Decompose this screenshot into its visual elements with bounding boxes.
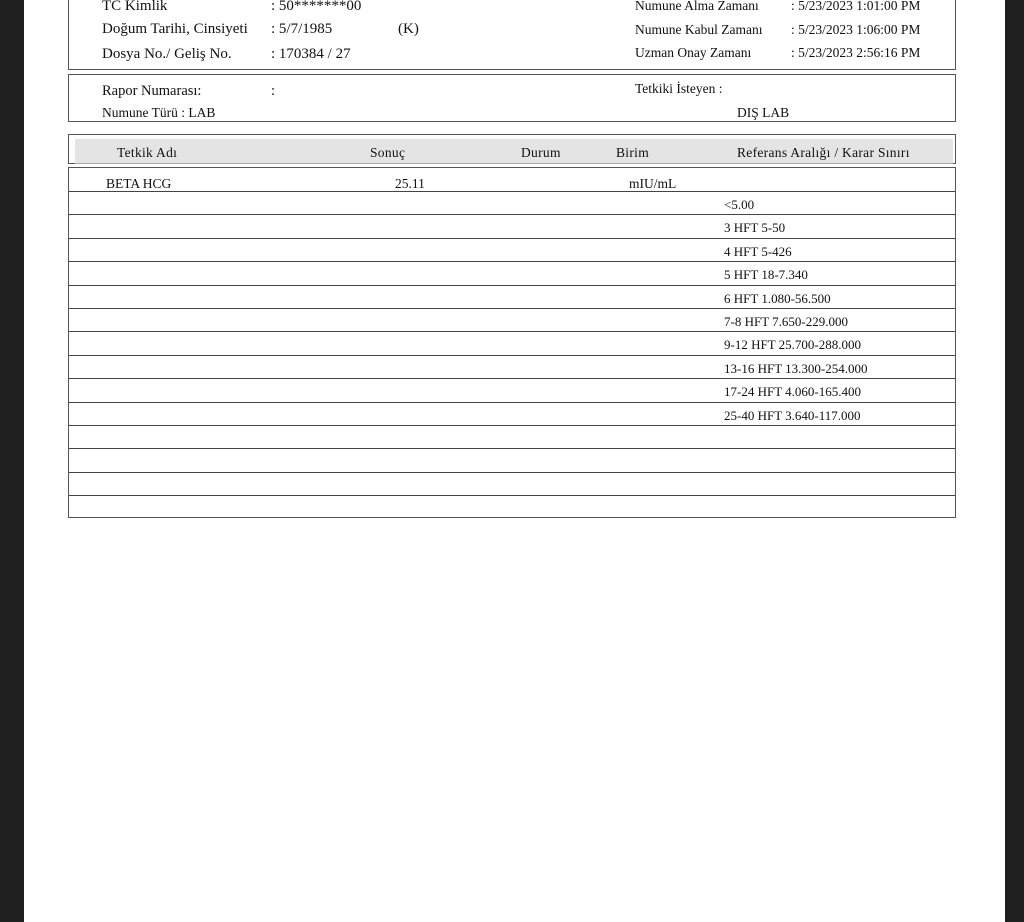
table-row [69, 238, 955, 261]
reference-range: 9-12 HFT 25.700-288.000 [724, 337, 861, 353]
table-row [69, 308, 955, 331]
reference-range: 5 HFT 18-7.340 [724, 267, 808, 283]
reference-range: 25-40 HFT 3.640-117.000 [724, 407, 861, 423]
header-reference: Referans Aralığı / Karar Sınırı [737, 145, 910, 160]
report-number-sep: : [271, 83, 276, 99]
file-label: Dosya No./ Geliş No. [102, 46, 232, 62]
table-row [69, 261, 955, 284]
requester-label: Tetkiki İsteyen : [635, 81, 723, 96]
table-row [69, 214, 955, 237]
gender-value: (K) [398, 21, 419, 37]
header-unit: Birim [616, 145, 650, 160]
sample-accept-label: Numune Kabul Zamanı [635, 22, 763, 37]
table-row [69, 425, 955, 448]
reference-range: 7-8 HFT 7.650-229.000 [724, 314, 848, 329]
tc-label: TC Kimlik [102, 0, 168, 14]
header-result: Sonuç [370, 145, 406, 160]
test-name: BETA HCG [106, 176, 172, 191]
table-row [69, 495, 955, 518]
results-header-row [75, 139, 953, 164]
test-unit: mIU/mL [629, 176, 677, 191]
report-page [24, 0, 1005, 922]
file-value: : 170384 / 27 [271, 46, 351, 62]
sample-taken-label: Numune Alma Zamanı [635, 0, 759, 13]
sample-accept-value: : 5/23/2023 1:06:00 PM [791, 22, 921, 37]
reference-range: 17-24 HFT 4.060-165.400 [724, 384, 861, 400]
lab-name: DIŞ LAB [737, 105, 790, 120]
test-result: 25.11 [395, 176, 425, 191]
approval-value: : 5/23/2023 2:56:16 PM [791, 45, 921, 60]
table-row [69, 472, 955, 495]
table-row [69, 331, 955, 354]
approval-label: Uzman Onay Zamanı [635, 45, 752, 60]
table-row [69, 168, 955, 191]
header-status: Durum [521, 145, 561, 160]
table-row [69, 448, 955, 471]
table-row [69, 355, 955, 378]
results-header-box [68, 134, 956, 164]
header-test: Tetkik Adı [117, 145, 178, 160]
table-row [69, 402, 955, 425]
sample-taken-value: : 5/23/2023 1:01:00 PM [791, 0, 921, 13]
report-number-label: Rapor Numarası: [102, 83, 202, 99]
report-info-box [68, 74, 956, 122]
patient-info-box [68, 0, 956, 70]
table-row [69, 191, 955, 214]
reference-range: 4 HFT 5-426 [724, 243, 792, 259]
reference-range: 3 HFT 5-50 [724, 220, 786, 236]
table-row [69, 378, 955, 401]
sample-type: Numune Türü : LAB [102, 105, 216, 120]
results-table [68, 167, 956, 518]
reference-range: 6 HFT 1.080-56.500 [724, 290, 831, 306]
dob-label: Doğum Tarihi, Cinsiyeti [102, 21, 248, 37]
dob-value: : 5/7/1985 [271, 21, 333, 37]
tc-value: : 50*******00 [271, 0, 362, 14]
table-row [69, 285, 955, 308]
reference-range: <5.00 [724, 197, 755, 212]
reference-range: 13-16 HFT 13.300-254.000 [724, 360, 868, 376]
